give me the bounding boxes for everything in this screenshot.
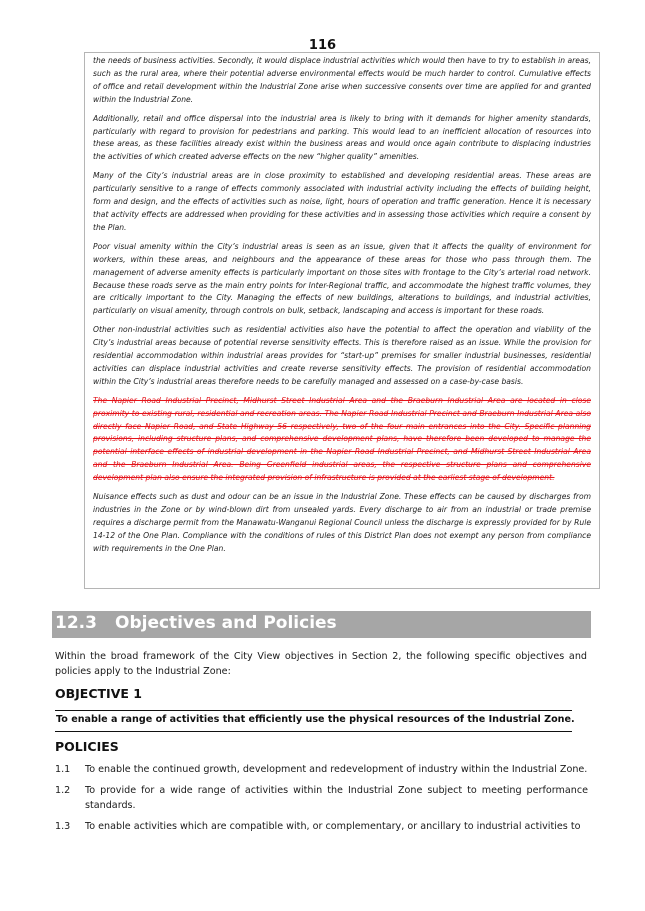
section-number: 12.3 [55,613,97,633]
intro-text: Within the broad framework of the City View objectives in Section 2, the following specific objectives and policies apply to the Industrial Zone: [55,651,587,677]
deleted-paragraph: The Napier Road Industrial Precinct, Midhurst Street Industrial Area and the Braeburn Industrial Area are located in close proximity to existing rural, residential and recreation areas. The Napier Road Industrial Precinct and Braeburn Industrial Area also directly face Napier Road, and State Highway 56 respectively, two of the four main entrances into the City. Specific planning provisions, including structure plans, and comprehensive development plans, have therefore been developed to manage the potential interface effects of industrial development in the Napier Road Industrial Precinct, and Midhurst Street Industrial Area and the Braeburn Industrial Area. Being Greenfield industrial areas, the respective structure plans and comprehensive development plan also ensure the integrated provision of infrastructure is provided at the earliest stage of development. [93,395,591,483]
policy-number: 1.2 [55,785,71,796]
explanation-paragraph: Poor visual amenity within the City’s industrial areas is seen as an issue, given that it affects the quality of environment for workers, within these areas, and neighbours and the appearance of these areas for those who pass through them. The management of adverse amenity effects is particularly important on those sites with frontage to the City’s arterial road network. Because these roads serve as the main entry points for Inter-Regional traffic, and accommodate the highest traffic volumes, they are critically important to the City. Managing the effects of new buildings, alterations to buildings, and industrial activities, particularly on visual amenity, through controls on bulk, setback, landscaping and access is important for these roads. [93,241,591,316]
policies-heading: POLICIES [55,739,119,754]
objective-box [55,710,575,732]
policy-item [55,763,588,778]
objective-heading: OBJECTIVE 1 [55,686,142,701]
policy-number: 1.3 [55,821,71,832]
explanation-paragraph: Many of the City’s industrial areas are in close proximity to established and developing residential areas. These areas are particularly sensitive to a range of effects commonly associated with industrial activity including the effects of building height, form and design, and the effects of activities such as noise, light, hours of operation and traffic generation. Hence it is necessary that activity effects are addressed when providing for these activities and in assessing those activities which require a consent by the Plan. [93,171,591,232]
section-title: Objectives and Policies [115,613,337,633]
objective-text: To enable a range of activities that efficiently use the physical resources of the Industrial Zone. [56,714,575,725]
policy-item [55,820,588,835]
explanation-paragraph: Nuisance effects such as dust and odour can be an issue in the Industrial Zone. These effects can be caused by discharges from industries in the Zone or by wind-blown dirt from unsealed yards. Every discharge to air from an industrial or trade premise requires a discharge permit from the Manawatu-Wanganui Regional Council unless the discharge is expressly provided for by Rule 14-12 of the One Plan. Compliance with the conditions of rules of this District Plan does not exempt any person from compliance with requirements in the One Plan. [93,492,591,553]
policy-text: To provide for a wide range of activities within the Industrial Zone subject to meeting performance standards. [85,785,588,811]
policy-number: 1.1 [55,764,71,775]
explanation-paragraph: the needs of business activities. Secondly, it would displace industrial activities which would then have to try to establish in areas, such as the rural area, where their potential adverse environmental effects would be much harder to control. Cumulative effects of office and retail development within the Industrial Zone arise when successive consents over time are applied for and granted within the Industrial Zone. [93,56,591,104]
policy-text: To enable the continued growth, development and redevelopment of industry within the Industrial Zone. [85,764,588,775]
policy-item [55,784,588,813]
explanation-paragraph: Other non-industrial activities such as residential activities also have the potential to affect the operation and viability of the City’s industrial areas because of potential reverse sensitivity effects. This is therefore raised as an issue. While the provision for residential accommodation within industrial areas provides for “start-up” premises for smaller industrial businesses, residential activities can displace industrial activities and create reverse sensitivity effects. The provision of residential accommodation within the City’s industrial areas therefore needs to be carefully managed and assessed on a case-by-case basis. [93,325,591,386]
policy-text: To enable activities which are compatible with, or complementary, or ancillary to industrial activities to [85,821,581,832]
page-number: 116 [308,38,337,53]
explanation-box [84,52,600,589]
explanation-paragraph: Additionally, retail and office dispersal into the industrial area is likely to bring with it demands for higher amenity standards, particularly with regard to provision for pedestrians and parking. This would lead to an inefficient allocation of resources into these areas, as these facilities already exist within the business areas and would once again contribute to displacing industries the activities of which created adverse effects on the new “higher quality” amenities. [93,113,591,162]
section-heading-bar [52,611,591,638]
